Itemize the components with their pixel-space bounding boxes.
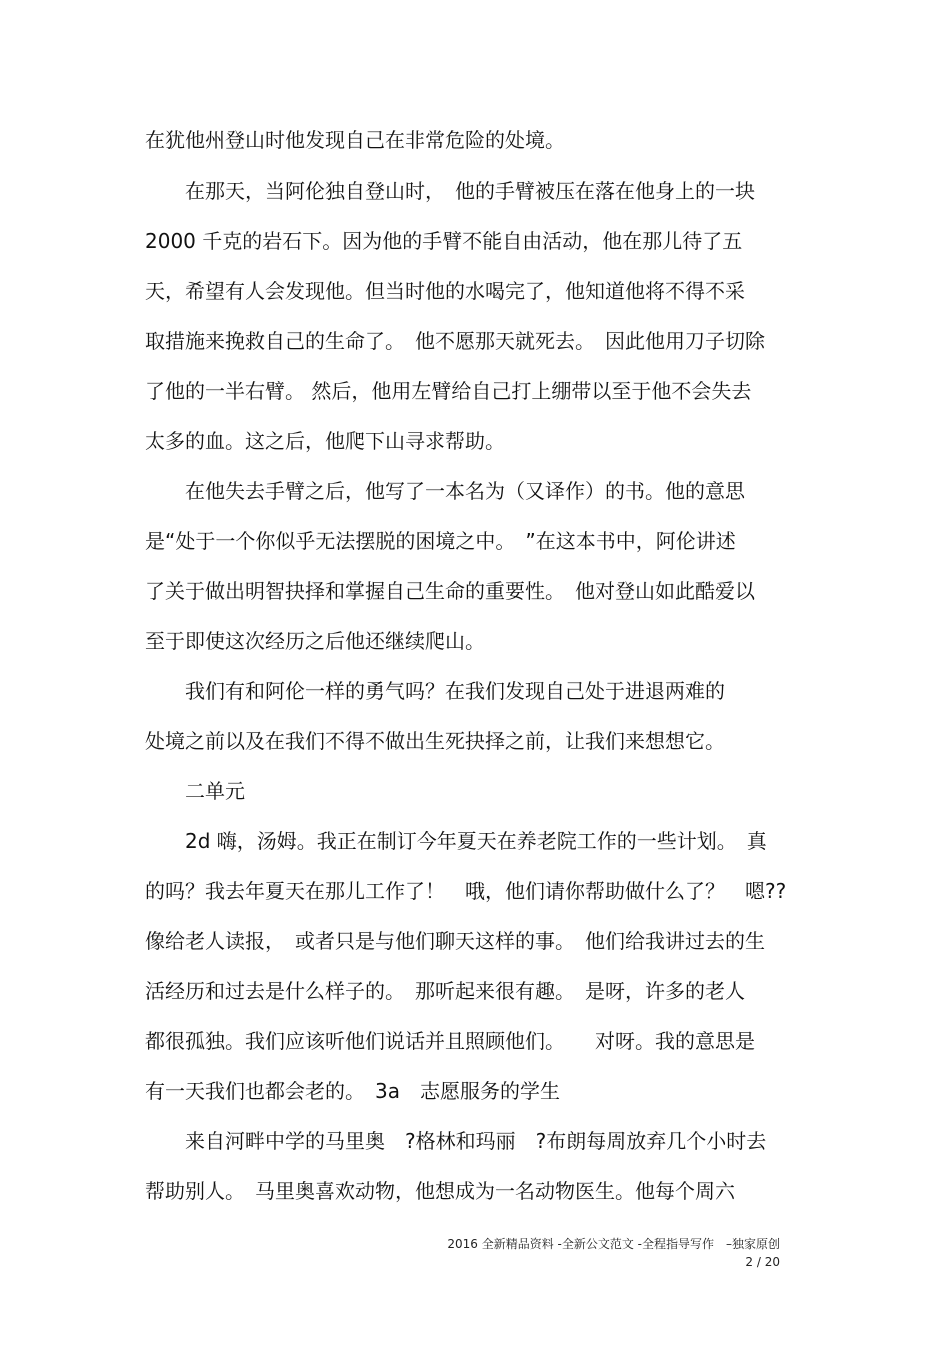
text-line: 是“处于一个你似乎无法摆脱的困境之中。 ”在这本书中，阿伦讲述 [145,529,736,553]
text-line: 在他失去手臂之后，他写了一本名为（又译作）的书。他的意思 [145,479,745,503]
text-line: 2d 嗨，汤姆。我正在制订今年夏天在养老院工作的一些计划。 真 [145,829,767,853]
footer-text: 2016 全新精品资料 -全新公文范文 -全程指导写作 –独家原创 [447,1237,780,1251]
text-line: 至于即使这次经历之后他还继续爬山。 [145,629,485,653]
text-line: 都很孤独。我们应该听他们说话并且照顾他们。 对呀。我的意思是 [145,1029,755,1053]
text-line: 活经历和过去是什么样子的。 那听起来很有趣。 是呀，许多的老人 [145,979,745,1003]
text-line: 有一天我们也都会老的。 3a 志愿服务的学生 [145,1079,560,1103]
text-line: 取措施来挽救自己的生命了。 他不愿那天就死去。 因此他用刀子切除 [145,329,765,353]
text-line: 天，希望有人会发现他。但当时他的水喝完了，他知道他将不得不采 [145,279,745,303]
text-line: 帮助别人。 马里奥喜欢动物，他想成为一名动物医生。他每个周六 [145,1179,735,1203]
text-line: 处境之前以及在我们不得不做出生死抉择之前，让我们来想想它。 [145,729,725,753]
text-line: 像给老人读报， 或者只是与他们聊天这样的事。 他们给我讲过去的生 [145,929,765,953]
text-line: 在犹他州登山时他发现自己在非常危险的处境。 [145,128,565,152]
text-line: 我们有和阿伦一样的勇气吗？在我们发现自己处于进退两难的 [145,679,725,703]
text-line: 了关于做出明智抉择和掌握自己生命的重要性。 他对登山如此酷爱以 [145,579,755,603]
text-line: 在那天，当阿伦独自登山时， 他的手臂被压在落在他身上的一块 [145,179,755,203]
text-line: 来自河畔中学的马里奥 ?格林和玛丽 ?布朗每周放弃几个小时去 [145,1129,767,1153]
text-line: 2000 千克的岩石下。因为他的手臂不能自由活动，他在那儿待了五 [145,229,743,253]
text-line: 太多的血。这之后，他爬下山寻求帮助。 [145,429,505,453]
text-line: 了他的一半右臂。 然后，他用左臂给自己打上绷带以至于他不会失去 [145,379,752,403]
section-heading: 二单元 [145,779,245,803]
text-line: 的吗？我去年夏天在那儿工作了！ 哦，他们请你帮助做什么了？ 嗯?? [145,879,787,903]
page-number: 2 / 20 [745,1255,780,1269]
